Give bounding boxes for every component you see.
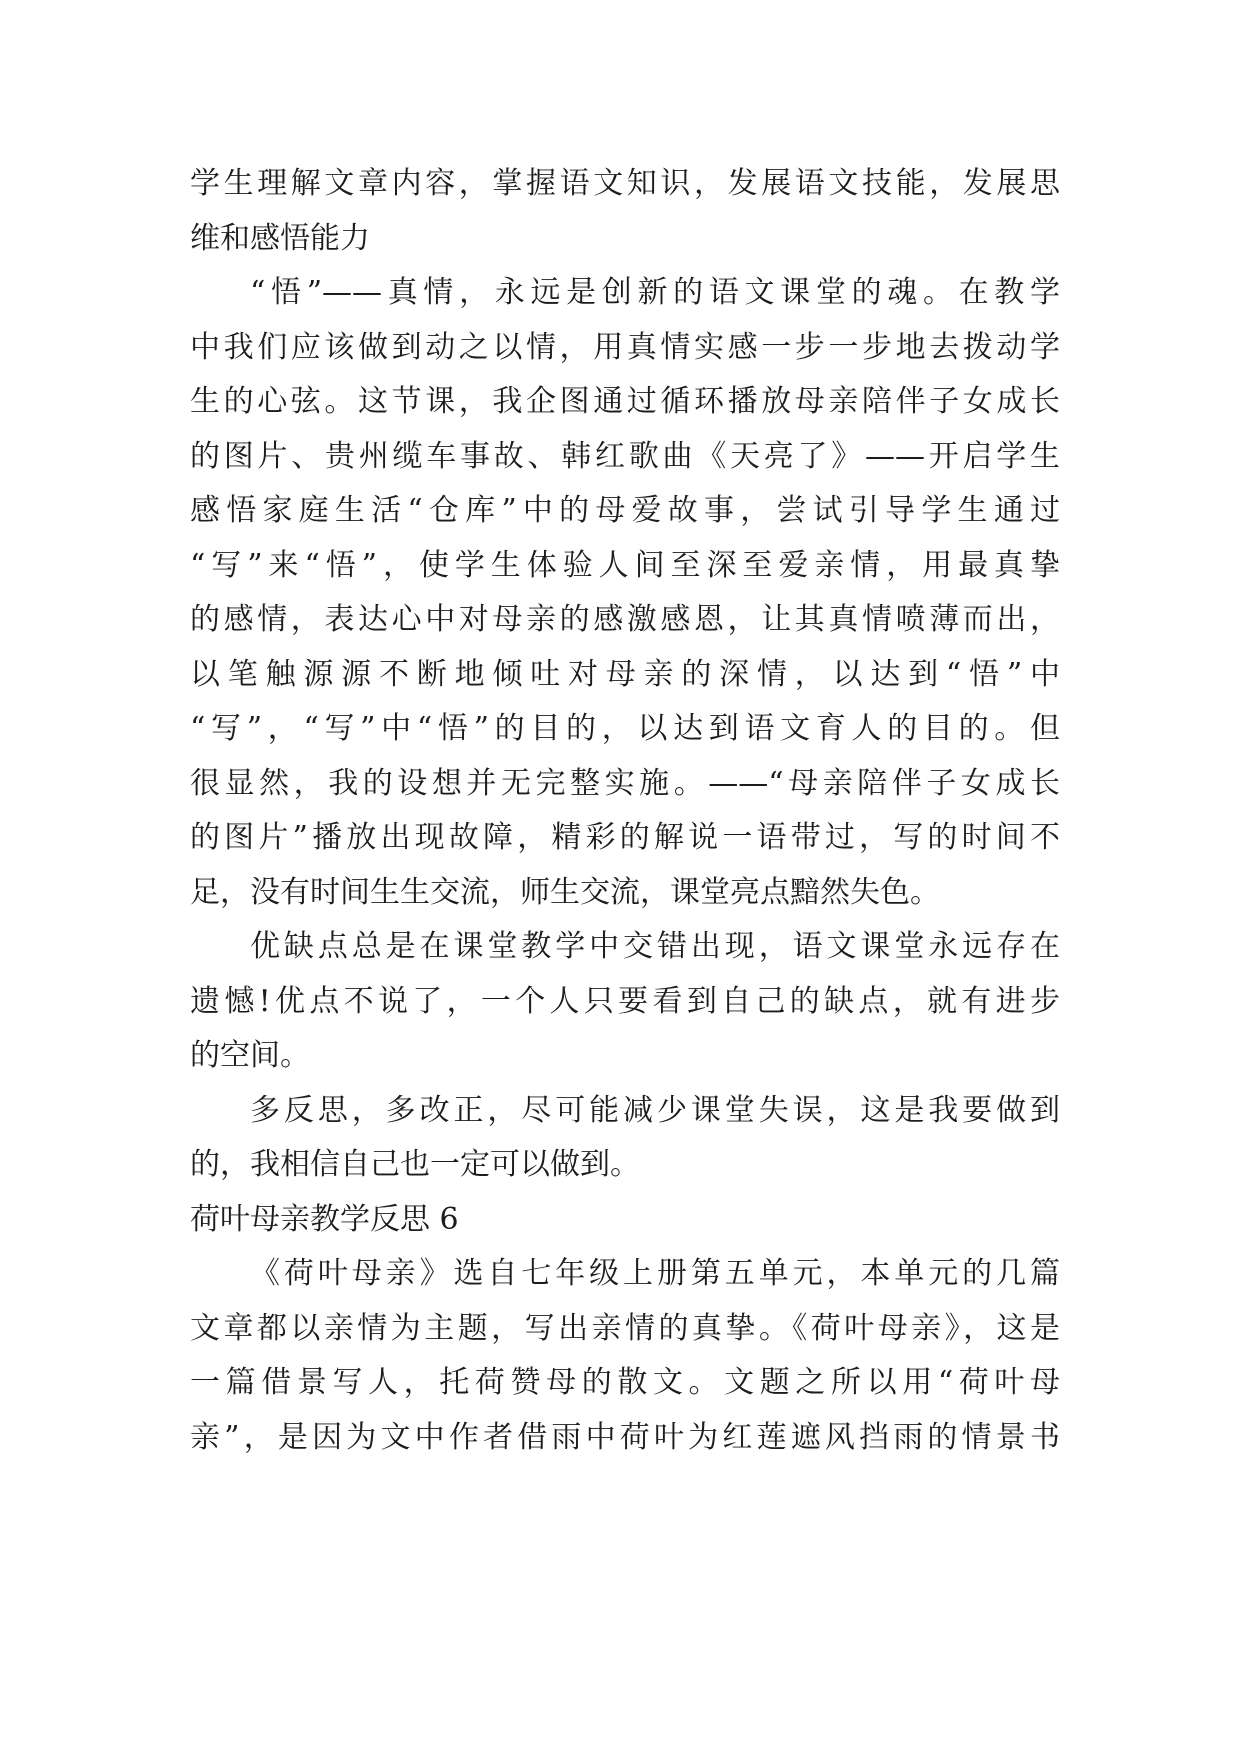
text-line: 的图片、贵州缆车事故、韩红歌曲《天亮了》——开启学生 (190, 438, 1060, 474)
paragraph-start-line: “悟”——真情，永远是创新的语文课堂的魂。在教学 (250, 275, 1060, 310)
text-line: 遗憾!优点不说了，一个人只要看到自己的缺点，就有进步 (190, 983, 1060, 1019)
paragraph-start-line: 优缺点总是在课堂教学中交错出现，语文课堂永远存在 (250, 929, 1060, 964)
text-line: 的空间。 (190, 1038, 310, 1073)
text-line: “写”来“悟”，使学生体验人间至深至爱亲情，用最真挚 (190, 547, 1060, 583)
document-body (190, 157, 1060, 1465)
text-line: 学生理解文章内容，掌握语文知识，发展语文技能，发展思 (190, 166, 1060, 201)
text-line: 一篇借景写人，托荷赞母的散文。文题之所以用“荷叶母 (190, 1365, 1060, 1400)
text-line: 生的心弦。这节课，我企图通过循环播放母亲陪伴子女成长 (190, 384, 1060, 419)
paragraph-start-line: 多反思，多改正，尽可能减少课堂失误，这是我要做到 (250, 1092, 1060, 1128)
text-line: 的感情，表达心中对母亲的感激感恩，让其真情喷薄而出， (190, 602, 1060, 637)
text-line: 中我们应该做到动之以情，用真情实感一步一步地去拨动学 (190, 329, 1060, 365)
text-line: 文章都以亲情为主题，写出亲情的真挚。《荷叶母亲》，这是 (190, 1310, 1060, 1346)
text-line: “写”，“写”中“悟”的目的，以达到语文育人的目的。但 (190, 711, 1060, 746)
section-heading: 荷叶母亲教学反思 6 (190, 1201, 459, 1237)
text-line: 以笔触源源不断地倾吐对母亲的深情，以达到“悟”中 (190, 656, 1060, 692)
text-line: 的图片”播放出现故障，精彩的解说一语带过，写的时间不 (190, 820, 1060, 855)
text-line: 感悟家庭生活“仓库”中的母爱故事，尝试引导学生通过 (190, 493, 1060, 528)
text-line: 很显然，我的设想并无完整实施。——“母亲陪伴子女成长 (190, 765, 1060, 801)
text-line: 亲”，是因为文中作者借雨中荷叶为红莲遮风挡雨的情景书 (190, 1419, 1060, 1455)
paragraph-start-line: 《荷叶母亲》选自七年级上册第五单元，本单元的几篇 (250, 1256, 1060, 1291)
text-line: 维和感悟能力 (190, 220, 370, 256)
text-line: 足，没有时间生生交流，师生交流，课堂亮点黯然失色。 (190, 874, 940, 910)
text-line: 的，我相信自己也一定可以做到。 (190, 1147, 640, 1182)
